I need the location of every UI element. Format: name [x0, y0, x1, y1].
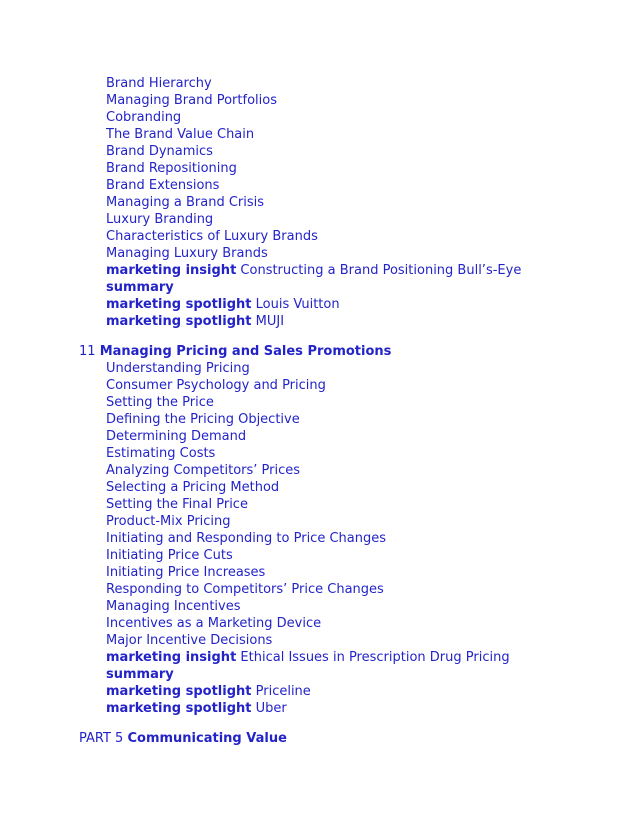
toc-entry[interactable]: Characteristics of Luxury Brands	[106, 229, 318, 244]
toc-entry[interactable]: Incentives as a Marketing Device	[106, 616, 322, 631]
marketing-spotlight-label: marketing spotlight	[106, 314, 252, 329]
marketing-spotlight-title: MUJI	[255, 314, 285, 329]
toc-entry[interactable]: Cobranding	[106, 110, 182, 125]
toc-entry[interactable]: Determining Demand	[106, 429, 247, 444]
summary-entry[interactable]: summary	[106, 667, 174, 682]
marketing-insight-label: marketing insight	[106, 263, 237, 278]
marketing-insight-entry[interactable]	[106, 649, 510, 666]
toc-entry[interactable]: Managing Luxury Brands	[106, 246, 268, 261]
toc-entry[interactable]: Managing Incentives	[106, 599, 241, 614]
marketing-spotlight-label: marketing spotlight	[106, 701, 252, 716]
marketing-insight-title: Ethical Issues in Prescription Drug Pricing	[240, 650, 510, 665]
toc-entry[interactable]: Major Incentive Decisions	[106, 633, 273, 648]
toc-entry[interactable]: Initiating Price Increases	[106, 565, 266, 580]
toc-entry[interactable]: Setting the Price	[106, 395, 214, 410]
toc-entry[interactable]: Initiating Price Cuts	[106, 548, 233, 563]
toc-entry[interactable]: Managing Brand Portfolios	[106, 93, 277, 108]
toc-entry[interactable]: Understanding Pricing	[106, 361, 250, 376]
toc-entry[interactable]: Managing a Brand Crisis	[106, 195, 265, 210]
toc-entry[interactable]: The Brand Value Chain	[106, 127, 255, 142]
toc-entry[interactable]: Brand Dynamics	[106, 144, 213, 159]
chapter-title: Managing Pricing and Sales Promotions	[99, 344, 392, 359]
toc-entry[interactable]: Brand Repositioning	[106, 161, 237, 176]
marketing-spotlight-label: marketing spotlight	[106, 297, 252, 312]
toc-entry[interactable]: Responding to Competitors’ Price Changes	[106, 582, 384, 597]
marketing-spotlight-label: marketing spotlight	[106, 684, 252, 699]
toc-entry[interactable]: Luxury Branding	[106, 212, 214, 227]
marketing-spotlight-entry[interactable]	[106, 700, 287, 717]
part-title: Communicating Value	[127, 731, 287, 746]
marketing-spotlight-title: Louis Vuitton	[255, 297, 340, 312]
marketing-spotlight-title: Uber	[255, 701, 287, 716]
part-heading[interactable]	[79, 730, 287, 747]
part-prefix: PART 5	[79, 731, 124, 746]
marketing-spotlight-entry[interactable]	[106, 313, 284, 330]
toc-entry[interactable]: Product-Mix Pricing	[106, 514, 231, 529]
toc-entry[interactable]: Setting the Final Price	[106, 497, 248, 512]
chapter-number: 11	[79, 344, 96, 359]
toc-entry[interactable]: Selecting a Pricing Method	[106, 480, 280, 495]
chapter-heading[interactable]	[79, 343, 391, 360]
marketing-insight-title: Constructing a Brand Positioning Bull’s-Eye	[240, 263, 522, 278]
marketing-insight-entry[interactable]	[106, 262, 521, 279]
summary-entry[interactable]: summary	[106, 280, 174, 295]
marketing-spotlight-entry[interactable]	[106, 683, 311, 700]
toc-entry[interactable]: Brand Hierarchy	[106, 76, 212, 91]
marketing-spotlight-title: Priceline	[255, 684, 311, 699]
marketing-spotlight-entry[interactable]	[106, 296, 340, 313]
toc-entry[interactable]: Analyzing Competitors’ Prices	[106, 463, 301, 478]
toc-entry[interactable]: Initiating and Responding to Price Changes	[106, 531, 387, 546]
toc-entry[interactable]: Brand Extensions	[106, 178, 220, 193]
marketing-insight-label: marketing insight	[106, 650, 237, 665]
toc-entry[interactable]: Estimating Costs	[106, 446, 216, 461]
toc-entry[interactable]: Consumer Psychology and Pricing	[106, 378, 326, 393]
toc-entry[interactable]: Defining the Pricing Objective	[106, 412, 300, 427]
